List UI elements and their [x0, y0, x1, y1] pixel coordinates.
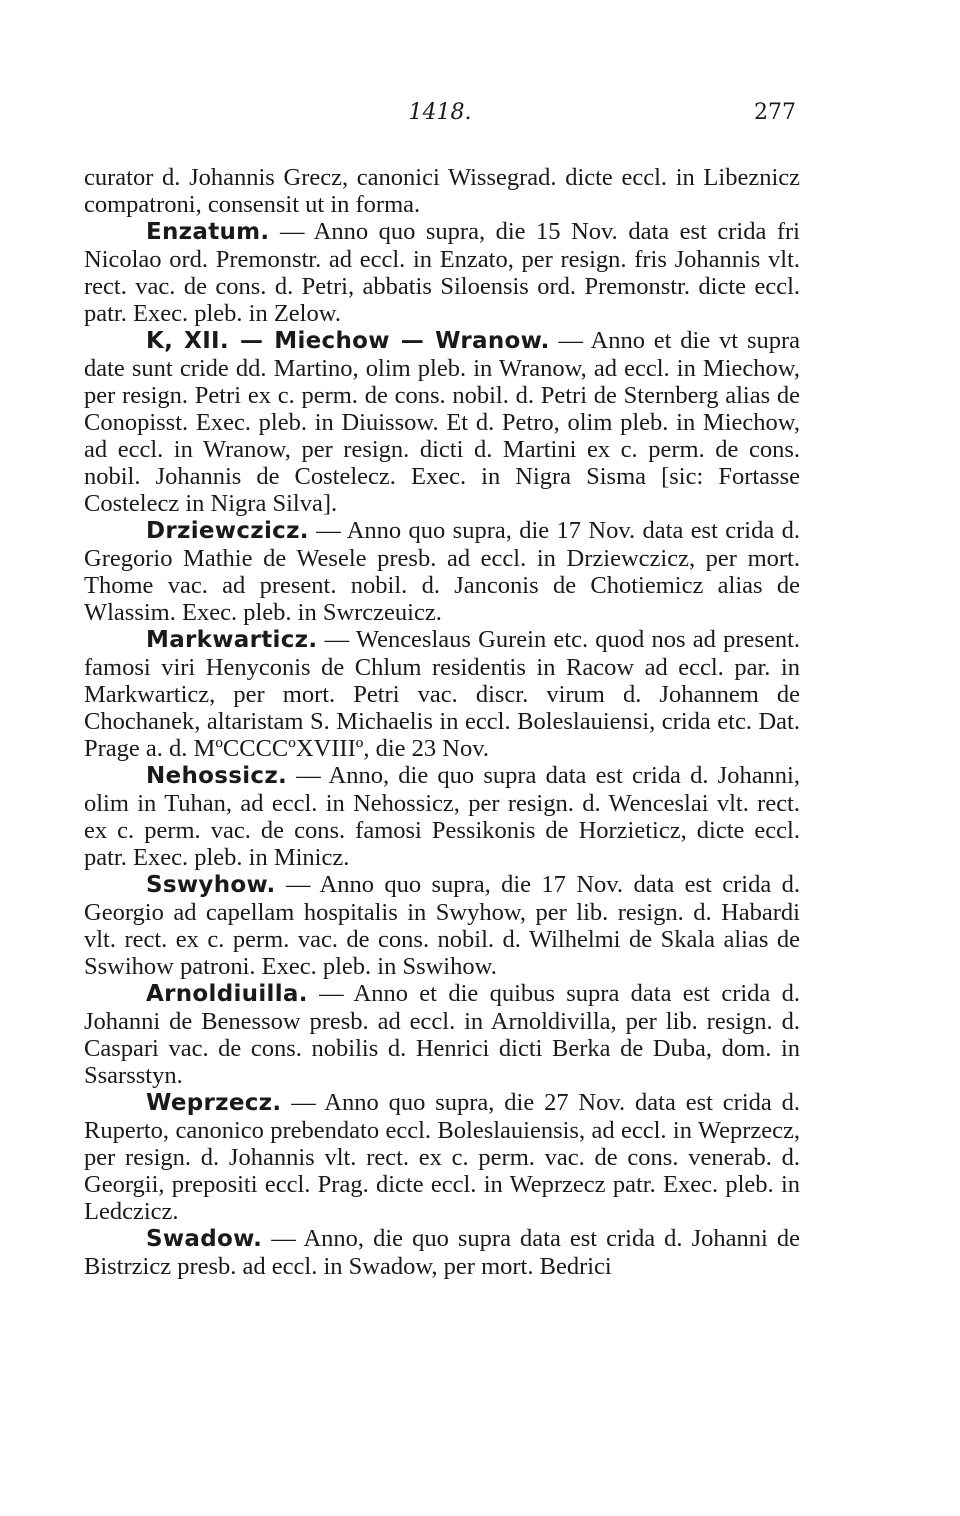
entry-text: — Anno et die quibus supra data est crida d. Johanni de Benessow presb. ad eccl. in Arnoldivilla, per lib. resign. d. Caspari vac. de cons. nobilis d. Henrici dicti Berka de Duba, dom. in Ssarsstyn.: [84, 980, 800, 1089]
entry-heading: Drziewczicz.: [146, 518, 309, 544]
entry-paragraph: [84, 517, 800, 626]
page-year: 1418.: [408, 100, 472, 125]
entry-text: — Anno et die vt supra date sunt cride dd. Martino, olim pleb. in Wranow, ad eccl. in Miechow, per resign. Petri ex c. perm. de cons. nobil. d. Petri de Sternberg alias de Conopisst. Exec. pleb. in Diuissow. Et d. Petro, olim pleb. in Miechow, ad eccl. in Wranow, per resign. dicti d. Martini ex c. perm. de cons. nobil. Johannis de Costelecz. Exec. in Nigra Sisma [sic: Fortasse Costelecz in Nigra Silva].: [84, 327, 801, 517]
entry-paragraph: [84, 980, 800, 1089]
entry-paragraph: [84, 1225, 800, 1280]
body-text: [84, 164, 800, 1280]
running-head: [84, 100, 796, 136]
entry-heading: Swadow.: [146, 1226, 263, 1252]
entry-paragraph: [84, 762, 800, 871]
entry-text: — Anno, die quo supra data est crida d. Johanni, olim in Tuhan, ad eccl. in Nehossicz, per resign. d. Wenceslai vlt. rect. ex c. perm. vac. de cons. famosi Pessikonis de Horzieticz, dicte eccl. patr. Exec. pleb. in Minicz.: [84, 762, 800, 871]
entry-heading: K, XII. — Miechow — Wranow.: [146, 328, 550, 354]
entry-text: — Anno quo supra, die 27 Nov. data est crida d. Ruperto, canonico prebendato eccl. Boleslauiensis, ad eccl. in Weprzecz, per resign. d. Johannis vlt. rect. ex c. perm. vac. de cons. venerab. d. Georgii, prepositi eccl. Prag. dicte eccl. in Weprzecz patr. Exec. pleb. in Ledczicz.: [84, 1089, 800, 1225]
entry-paragraph: [84, 327, 800, 517]
entry-heading: Sswyhow.: [146, 872, 276, 898]
entry-text: — Wenceslaus Gurein etc. quod nos ad present. famosi viri Henyconis de Chlum residentis in Racow ad eccl. par. in Markwarticz, per mort. Petri vac. discr. virum d. Johannem de Chochanek, altaristam S. Michaelis in eccl. Boleslauiensi, crida etc. Dat. Prage a. d. MºCCCCºXVIIIº, die 23 Nov.: [84, 626, 800, 762]
entry-text: — Anno quo supra, die 15 Nov. data est crida fri Nicolao ord. Premonstr. ad eccl. in Enzato, per resign. fris Johannis vlt. rect. vac. de cons. d. Petri, abbatis Siloensis ord. Premonstr. dicte eccl. patr. Exec. pleb. in Zelow.: [84, 218, 800, 327]
entry-paragraph: [84, 626, 800, 762]
entry-paragraph: [84, 1089, 800, 1225]
entry-text: — Anno quo supra, die 17 Nov. data est crida d. Gregorio Mathie de Wesele presb. ad eccl. in Drziewczicz, per mort. Thome vac. ad present. nobil. d. Janconis de Chotiemicz alias de Wlassim. Exec. pleb. in Swrczeuicz.: [84, 517, 800, 626]
entry-heading: Arnoldiuilla.: [146, 981, 308, 1007]
continuation-paragraph: curator d. Johannis Grecz, canonici Wissegrad. dicte eccl. in Libeznicz compatroni, consensit ut in forma.: [84, 164, 800, 218]
entry-heading: Weprzecz.: [146, 1090, 282, 1116]
entry-paragraph: [84, 218, 800, 327]
entry-paragraph: [84, 871, 800, 980]
entry-heading: Nehossicz.: [146, 763, 288, 789]
page-number: 277: [754, 100, 796, 125]
entry-heading: Enzatum.: [146, 219, 270, 245]
entry-text: — Anno quo supra, die 17 Nov. data est crida d. Georgio ad capellam hospitalis in Swyhow, per lib. resign. d. Habardi vlt. rect. ex c. perm. vac. de cons. nobil. d. Wilhelmi de Skala alias de Sswihow patroni. Exec. pleb. in Sswihow.: [84, 871, 800, 980]
entry-heading: Markwarticz.: [146, 627, 318, 653]
entry-text: — Anno, die quo supra data est crida d. Johanni de Bistrzicz presb. ad eccl. in Swadow, per mort. Bedrici: [84, 1225, 800, 1280]
